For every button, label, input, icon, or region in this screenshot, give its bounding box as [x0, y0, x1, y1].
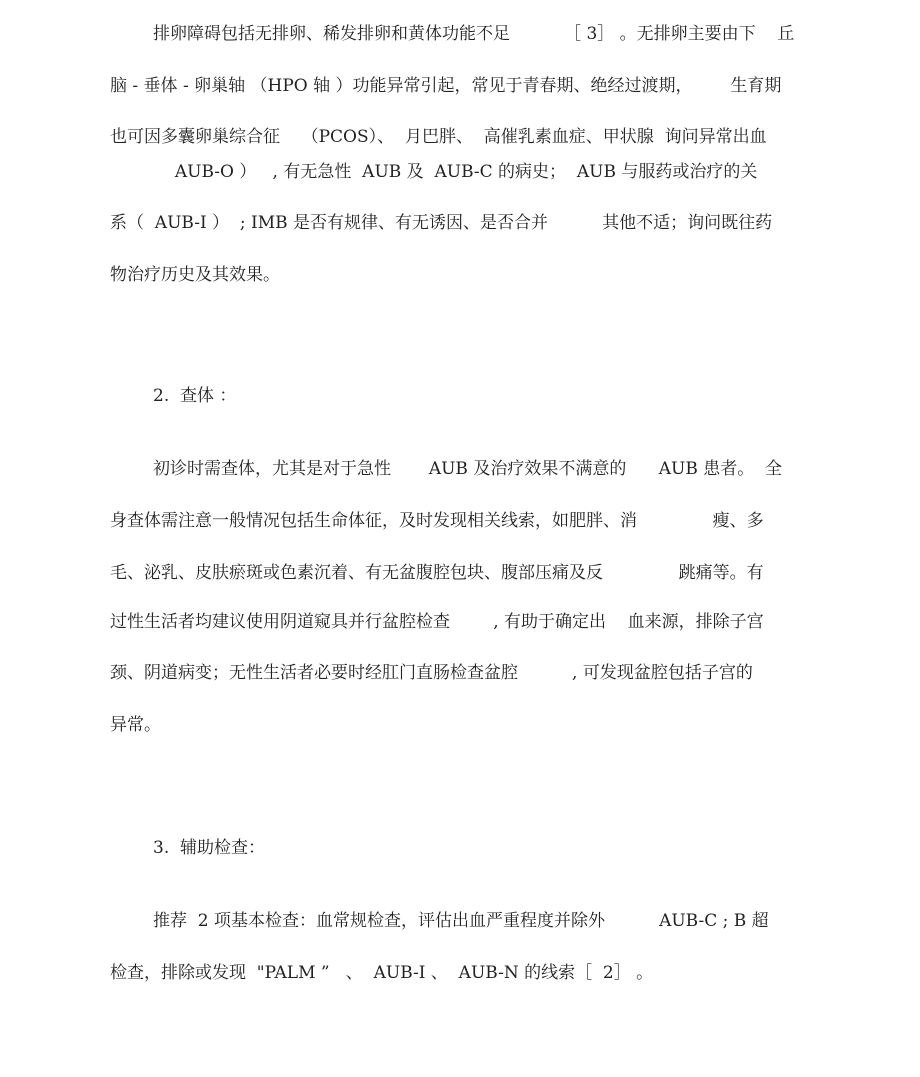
section-2-heading: 2. 查体 ： — [153, 386, 237, 406]
paragraph-1-line-3: 也可因多囊卵巢综合征 （PCOS）、 月巴胖、 高催乳素血症、甲状腺 询问异常出血 — [110, 127, 767, 147]
section-2-line-2: 身查体需注意一般情况包括生命体征，及时发现相关线索，如肥胖、消 瘦、多 — [110, 511, 764, 531]
section-3-line-2: 检查，排除或发现 "PALM ” 、 AUB-I 、 AUB-N 的线索［ 2］ 。 — [110, 963, 654, 983]
paragraph-1-line-1: 排卵障碍包括无排卵、稀发排卵和黄体功能不足 ［ 3］ 。无排卵主要由下 丘 — [153, 24, 795, 44]
section-2-line-6: 异常。 — [110, 715, 161, 735]
paragraph-1-line-4: AUB-O ） , 有无急性 AUB 及 AUB-C 的病史； AUB 与服药或治疗的关 — [110, 162, 758, 182]
paragraph-1-line-2: 脑 - 垂体 - 卵巢轴 （HPO 轴 ）功能异常引起，常见于青春期、绝经过渡期， 生育期 — [110, 76, 782, 96]
section-3-line-1: 推荐 2 项基本检查：血常规检查，评估出血严重程度并除外 AUB-C ; B 超 — [153, 911, 769, 931]
paragraph-1-line-5: 系（ AUB-I ） ; IMB 是否有规律、有无诱因、是否合并 其他不适；询问既往药 — [110, 213, 773, 233]
section-3-heading: 3. 辅助检查： — [153, 838, 266, 858]
paragraph-1-line-6: 物治疗历史及其效果。 — [110, 265, 280, 285]
section-2-line-3: 毛、泌乳、皮肤瘀斑或色素沉着、有无盆腹腔包块、腹部压痛及反 跳痛等。有 — [110, 563, 764, 583]
section-2-line-5: 颈、阴道病变；无性生活者必要时经肛门直肠检查盆腔 , 可发现盆腔包括子宫的 — [110, 663, 753, 683]
section-2-line-4: 过性生活者均建议使用阴道窥具并行盆腔检查 , 有助于确定出 血来源，排除子宫 — [110, 612, 764, 632]
section-2-line-1: 初诊时需查体，尤其是对于急性 AUB 及治疗效果不满意的 AUB 患者。 全 — [153, 459, 783, 479]
